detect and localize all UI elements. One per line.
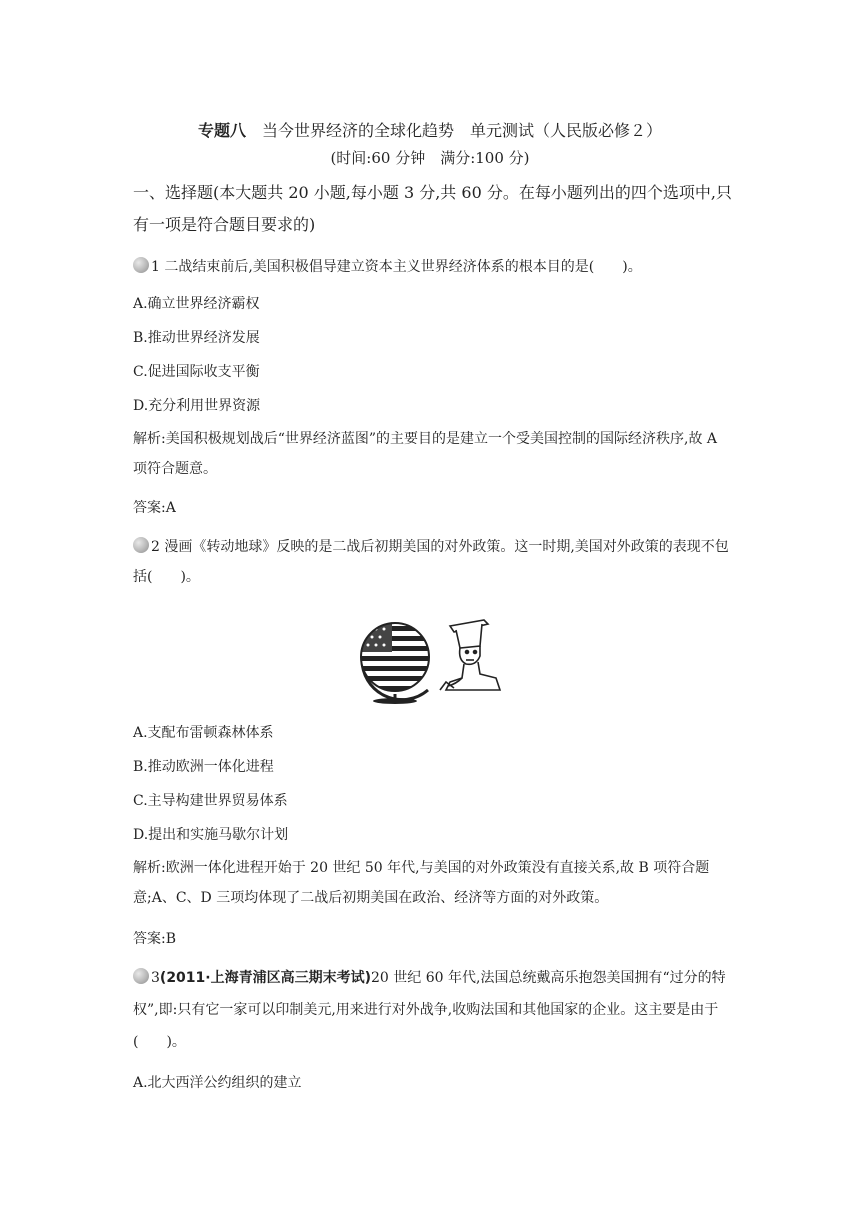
option: C.促进国际收支平衡 [133, 364, 260, 380]
answer: 答案:B [133, 931, 177, 947]
section-heading: 一、选择题(本大题共 20 小题,每小题 3 分,共 60 分。在每小题列出的四个选项中,只有一项是符合题目要求的) [133, 183, 732, 234]
question-2-stem: 2 漫画《转动地球》反映的是二战后初期美国的对外政策。这一时期,美国对外政策的表现不包括( )。 [133, 539, 729, 585]
question-3-number: 3 [151, 970, 160, 986]
answer: 答案:A [133, 500, 176, 516]
gray-bullet-icon [133, 968, 149, 984]
option: C.主导构建世界贸易体系 [133, 793, 288, 809]
gray-bullet-icon [133, 257, 149, 273]
title-text: 当今世界经济的全球化趋势 单元测试（人民版必修２） [262, 121, 663, 140]
option: D.充分利用世界资源 [133, 398, 261, 414]
question-3-source: (2011·上海青浦区高三期末考试) [159, 970, 372, 986]
question-1 [133, 256, 733, 276]
question-3 [133, 962, 733, 1058]
title-topic: 专题八 [197, 121, 246, 140]
option: D.提出和实施马歇尔计划 [133, 827, 289, 843]
gray-bullet-icon [133, 537, 149, 553]
question-3-stem: 20 世纪 60 年代,法国总统戴高乐抱怨美国拥有“过分的特权”,即:只有它一家可以印制美元,用来进行对外战争,收购法国和其他国家的企业。这主要是由于( )。 [133, 970, 726, 1050]
option: A.北大西洋公约组织的建立 [133, 1075, 302, 1091]
analysis: 解析:美国积极规划战后“世界经济蓝图”的主要目的是建立一个受美国控制的国际经济秩序,故 A 项符合题意。 [133, 431, 718, 477]
option: A.支配布雷顿森林体系 [133, 725, 274, 741]
question-1-stem: 1 二战结束前后,美国积极倡导建立资本主义世界经济体系的根本目的是( )。 [151, 259, 642, 275]
question-2 [133, 532, 733, 592]
option: B.推动世界经济发展 [133, 330, 260, 346]
page-title [0, 118, 860, 141]
option: A.确立世界经济霸权 [133, 296, 260, 312]
analysis: 解析:欧洲一体化进程开始于 20 世纪 50 年代,与美国的对外政策没有直接关系,故 B 项符合题意;A、C、D 三项均体现了二战后初期美国在政治、经济等方面的对外政策。 [133, 860, 710, 906]
option: B.推动欧洲一体化进程 [133, 759, 274, 775]
globe-cartoon-icon [350, 612, 510, 704]
page-subtitle: (时间:60 分钟 满分:100 分) [330, 149, 530, 167]
uncle-sam-figure [440, 620, 500, 690]
